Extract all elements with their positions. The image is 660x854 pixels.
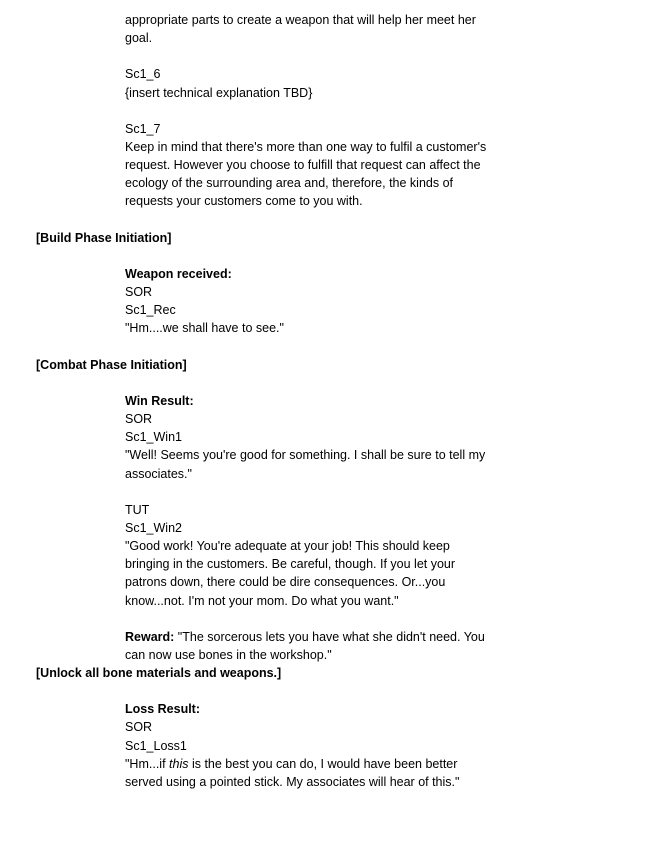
blank-line	[0, 47, 660, 65]
text-line	[0, 84, 660, 102]
blank-line	[0, 483, 660, 501]
blank-line	[0, 374, 660, 392]
text-line	[0, 410, 660, 428]
text-run: SOR	[125, 412, 153, 427]
text-run: "Good work! You're adequate at your job! This should keep	[125, 539, 450, 554]
section-build-phase-initiation	[0, 229, 660, 247]
text-run: [Build Phase Initiation]	[36, 230, 172, 245]
text-run: "The sorcerous lets you have what she didn't need. You	[177, 629, 485, 644]
label-win-result	[0, 392, 660, 410]
text-run: requests your customers come to you with.	[125, 194, 363, 209]
text-line	[0, 319, 660, 337]
text-line	[0, 718, 660, 736]
text-run: SOR	[125, 720, 153, 735]
blank-line	[0, 682, 660, 700]
text-line	[0, 465, 660, 483]
script-id-sc1-6	[0, 65, 660, 83]
text-run: Sc1_7	[125, 121, 161, 136]
section-unlock-bone-materials	[0, 664, 660, 682]
section-combat-phase-initiation	[0, 356, 660, 374]
text-run: is the best you can do, I would have been better	[188, 756, 458, 771]
text-line	[0, 11, 660, 29]
text-line	[0, 592, 660, 610]
text-line	[0, 283, 660, 301]
text-run: ecology of the surrounding area and, therefore, the kinds of	[125, 176, 453, 191]
text-run: [Combat Phase Initiation]	[36, 357, 187, 372]
text-line	[0, 537, 660, 555]
blank-line	[0, 102, 660, 120]
script-id-sc1-win1	[0, 428, 660, 446]
script-id-sc1-7	[0, 120, 660, 138]
text-run: Reward:	[125, 629, 178, 644]
text-run: associates."	[125, 466, 192, 481]
text-run: this	[169, 756, 189, 771]
text-run: SOR	[125, 285, 153, 300]
text-run: Sc1_Win2	[125, 520, 182, 535]
script-id-sc1-win2	[0, 519, 660, 537]
label-weapon-received	[0, 265, 660, 283]
label-loss-result	[0, 700, 660, 718]
text-run: Sc1_Loss1	[125, 738, 187, 753]
text-line	[0, 555, 660, 573]
text-line	[0, 174, 660, 192]
text-run: Sc1_6	[125, 67, 161, 82]
text-run: can now use bones in the workshop."	[125, 647, 332, 662]
text-line	[0, 501, 660, 519]
text-run: patrons down, there could be dire consequences. Or...you	[125, 575, 446, 590]
text-run: [Unlock all bone materials and weapons.]	[36, 666, 282, 681]
text-run: Keep in mind that there's more than one way to fulfil a customer's	[125, 139, 487, 154]
text-run: Loss Result:	[125, 702, 201, 717]
blank-line	[0, 338, 660, 356]
script-id-sc1-rec	[0, 301, 660, 319]
text-run: request. However you choose to fulfill that request can affect the	[125, 158, 481, 173]
text-run: served using a pointed stick. My associates will hear of this."	[125, 774, 460, 789]
text-run: appropriate parts to create a weapon that will help her meet her	[125, 13, 476, 27]
text-run: goal.	[125, 31, 153, 46]
label-reward	[0, 628, 660, 646]
text-run: bringing in the customers. Be careful, though. If you let your	[125, 557, 456, 572]
text-line	[0, 192, 660, 210]
text-line	[0, 138, 660, 156]
text-line	[0, 573, 660, 591]
text-run: Win Result:	[125, 393, 194, 408]
text-run: Sc1_Rec	[125, 303, 176, 318]
blank-line	[0, 610, 660, 628]
blank-line	[0, 211, 660, 229]
text-run: TUT	[125, 502, 150, 517]
text-line	[0, 773, 660, 791]
text-run: know...not. I'm not your mom. Do what you want."	[125, 593, 399, 608]
text-run: Sc1_Win1	[125, 430, 182, 445]
text-run: "Well! Seems you're good for something. I shall be sure to tell my	[125, 448, 486, 463]
text-run: "Hm....we shall have to see."	[125, 321, 284, 336]
text-line	[0, 755, 660, 773]
text-line	[0, 646, 660, 664]
text-line	[0, 446, 660, 464]
text-line	[0, 29, 660, 47]
text-run: {insert technical explanation TBD}	[125, 85, 313, 100]
script-id-sc1-loss1	[0, 737, 660, 755]
text-run: "Hm...if	[125, 756, 170, 771]
text-run: Weapon received:	[125, 266, 232, 281]
text-line	[0, 156, 660, 174]
blank-line	[0, 247, 660, 265]
